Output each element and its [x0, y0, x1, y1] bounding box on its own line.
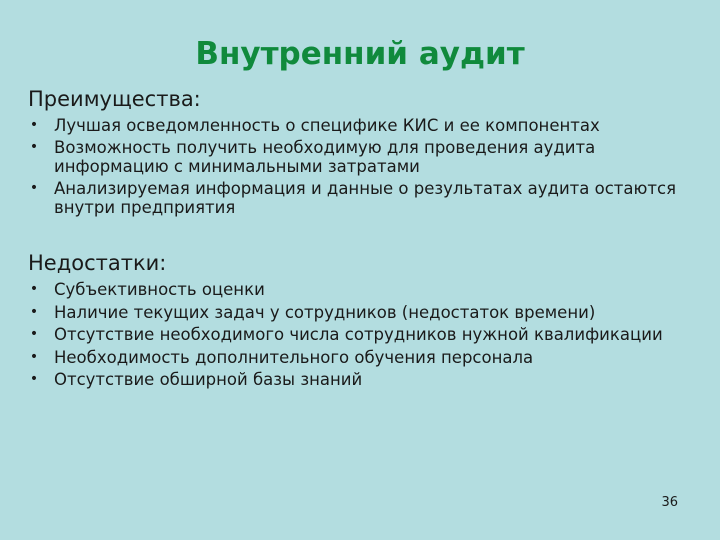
- bullet-icon: •: [29, 117, 39, 133]
- list-item-text: Субъективность оценки: [54, 280, 265, 299]
- disadvantages-heading: Недостатки:: [28, 251, 167, 275]
- list-item: [28, 280, 708, 300]
- bullet-icon: •: [29, 281, 39, 297]
- slide-title: Внутренний аудит: [195, 36, 525, 72]
- bullet-icon: •: [29, 326, 39, 342]
- disadvantages-list: [28, 280, 708, 393]
- list-item: [28, 348, 708, 368]
- bullet-icon: •: [29, 179, 39, 196]
- list-item-text: Лучшая осведомленность о специфике КИС и ее компонентах: [54, 116, 600, 135]
- bullet-icon: •: [29, 303, 39, 320]
- list-item-text: Необходимость дополнительного обучения персонала: [54, 347, 534, 367]
- advantages-heading: Преимущества:: [28, 87, 201, 111]
- list-item-text: Отсутствие необходимого числа сотрудников нужной квалификации: [54, 325, 663, 344]
- bullet-icon: •: [29, 348, 39, 365]
- list-item: [28, 138, 708, 177]
- list-item: [28, 303, 708, 323]
- list-item: [28, 325, 708, 345]
- page-number: 36: [661, 495, 678, 510]
- list-item-text: Анализируемая информация и данные о результатах аудита остаются внутри предприятия: [54, 178, 677, 217]
- list-item: [28, 179, 708, 218]
- list-item: [28, 116, 708, 136]
- list-item: [28, 370, 708, 390]
- advantages-list: [28, 116, 708, 220]
- list-item-text: Отсутствие обширной базы знаний: [54, 370, 363, 389]
- list-item-text: Наличие текущих задач у сотрудников (недостаток времени): [54, 302, 596, 322]
- bullet-icon: •: [29, 138, 39, 155]
- list-item-text: Возможность получить необходимую для проведения аудита информацию с минимальными затратами: [54, 137, 596, 176]
- bullet-icon: •: [29, 371, 39, 387]
